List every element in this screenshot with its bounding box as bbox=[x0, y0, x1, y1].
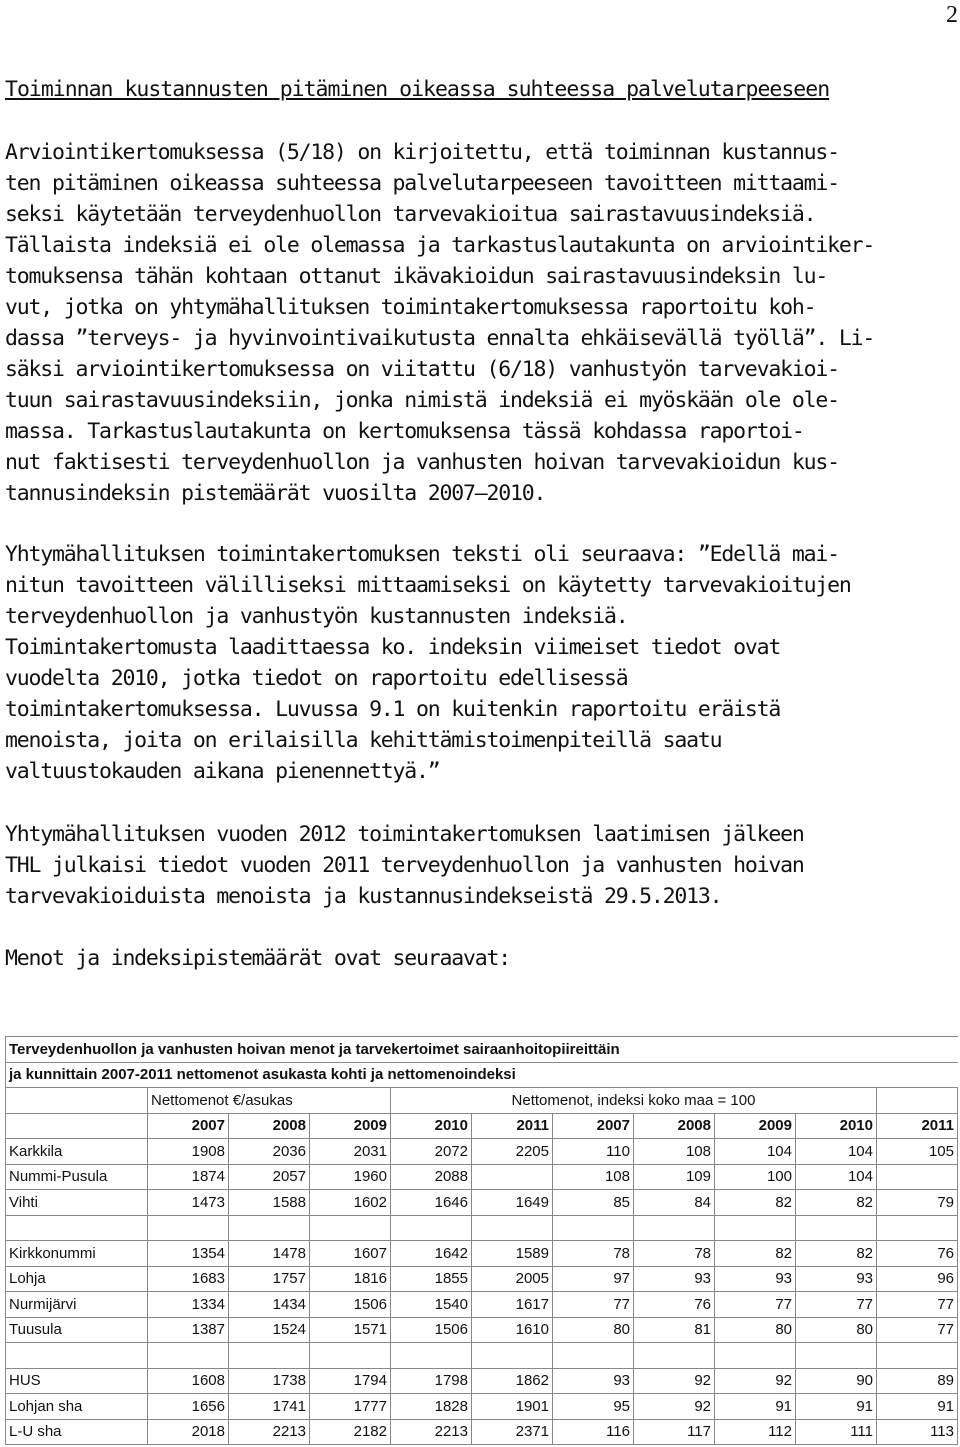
year-header: 2010 bbox=[796, 1113, 877, 1139]
text-line: menoista, joita on erilaisilla kehittämistoimenpiteillä saatu bbox=[5, 728, 722, 753]
table-cell: 92 bbox=[634, 1394, 715, 1420]
table-cell: 78 bbox=[553, 1241, 634, 1267]
table-cell bbox=[229, 1343, 310, 1369]
text-line: vut, jotka on yhtymähallituksen toimintakertomuksessa raportoitu koh- bbox=[5, 295, 816, 320]
table-cell bbox=[553, 1215, 634, 1241]
table-row bbox=[6, 1292, 958, 1318]
table-cell: 82 bbox=[715, 1190, 796, 1216]
table-cell: 1855 bbox=[391, 1266, 472, 1292]
table-row bbox=[6, 1343, 958, 1369]
table-cell: 1473 bbox=[148, 1190, 229, 1216]
table-cell bbox=[877, 1215, 958, 1241]
table-cell: 112 bbox=[715, 1419, 796, 1445]
table-cell: 117 bbox=[634, 1419, 715, 1445]
table-cell: 89 bbox=[877, 1368, 958, 1394]
table-cell: 79 bbox=[877, 1190, 958, 1216]
paragraph-3 bbox=[5, 819, 957, 912]
table-cell: 80 bbox=[796, 1317, 877, 1343]
table-cell: 1649 bbox=[472, 1190, 553, 1216]
text-line: Yhtymähallituksen toimintakertomuksen teksti oli seuraava: ”Edellä mai- bbox=[5, 542, 839, 567]
table-cell: 1683 bbox=[148, 1266, 229, 1292]
table-cell: 1478 bbox=[229, 1241, 310, 1267]
table-cell: 76 bbox=[634, 1292, 715, 1318]
table-cell: 77 bbox=[796, 1292, 877, 1318]
table-row bbox=[6, 1419, 958, 1445]
header-cell bbox=[6, 1088, 148, 1114]
text-line: dassa ”terveys- ja hyvinvointivaikutusta ennalta ehkäisevällä työllä”. Li- bbox=[5, 326, 875, 351]
text-line: terveydenhuollon ja vanhustyön kustannusten indeksiä. bbox=[5, 604, 628, 629]
table-cell bbox=[796, 1343, 877, 1369]
table-cell bbox=[472, 1215, 553, 1241]
table-cell: 1354 bbox=[148, 1241, 229, 1267]
table-cell bbox=[472, 1164, 553, 1190]
table-cell: 108 bbox=[634, 1139, 715, 1165]
table-cell: 1874 bbox=[148, 1164, 229, 1190]
year-header: 2008 bbox=[634, 1113, 715, 1139]
table-cell bbox=[715, 1343, 796, 1369]
row-label: Karkkila bbox=[6, 1139, 148, 1165]
table-cell: 1862 bbox=[472, 1368, 553, 1394]
table-cell: 2213 bbox=[229, 1419, 310, 1445]
cost-index-table bbox=[5, 1036, 958, 1445]
table-cell: 113 bbox=[877, 1419, 958, 1445]
table-cell: 84 bbox=[634, 1190, 715, 1216]
table-cell: 1828 bbox=[391, 1394, 472, 1420]
table-cell bbox=[877, 1164, 958, 1190]
table-cell bbox=[391, 1343, 472, 1369]
row-label: Tuusula bbox=[6, 1317, 148, 1343]
table-row bbox=[6, 1190, 958, 1216]
text-line: toimintakertomuksessa. Luvussa 9.1 on kuitenkin raportoitu eräistä bbox=[5, 697, 781, 722]
row-label: L-U sha bbox=[6, 1419, 148, 1445]
table-cell: 2031 bbox=[310, 1139, 391, 1165]
table-cell: 96 bbox=[877, 1266, 958, 1292]
text-line: massa. Tarkastuslautakunta on kertomuksensa tässä kohdassa raportoi- bbox=[5, 419, 804, 444]
table-cell bbox=[229, 1215, 310, 1241]
table-cell: 104 bbox=[796, 1164, 877, 1190]
table-cell: 2371 bbox=[472, 1419, 553, 1445]
table-title-line-1: Terveydenhuollon ja vanhusten hoivan menot ja tarvekertoimet sairaanhoitopiireittäin bbox=[6, 1037, 958, 1063]
table-cell bbox=[877, 1343, 958, 1369]
row-label: Nummi-Pusula bbox=[6, 1164, 148, 1190]
table-cell bbox=[472, 1343, 553, 1369]
text-line: säksi arviointikertomuksessa on viitattu (6/18) vanhustyön tarvevakioi- bbox=[5, 357, 839, 382]
text-line: valtuustokauden aikana pienennettyä.” bbox=[5, 759, 440, 784]
table-cell: 110 bbox=[553, 1139, 634, 1165]
table-cell: 1434 bbox=[229, 1292, 310, 1318]
row-label: Lohja bbox=[6, 1266, 148, 1292]
year-header: 2009 bbox=[310, 1113, 391, 1139]
group-header-euros: Nettomenot €/asukas bbox=[148, 1088, 391, 1114]
text-line: tarvevakioiduista menoista ja kustannusindekseistä 29.5.2013. bbox=[5, 884, 722, 909]
year-header: 2011 bbox=[472, 1113, 553, 1139]
text-line: vuodelta 2010, jotka tiedot on raportoitu edellisessä bbox=[5, 666, 628, 691]
paragraph-4: Menot ja indeksipistemäärät ovat seuraavat: bbox=[5, 946, 510, 971]
table-cell: 1589 bbox=[472, 1241, 553, 1267]
text-line: nut faktisesti terveydenhuollon ja vanhusten hoivan tarvevakioidun kus- bbox=[5, 450, 839, 475]
table-cell: 93 bbox=[634, 1266, 715, 1292]
table-cell: 1602 bbox=[310, 1190, 391, 1216]
table-cell bbox=[634, 1215, 715, 1241]
table-cell: 93 bbox=[553, 1368, 634, 1394]
table-cell: 77 bbox=[877, 1292, 958, 1318]
table-cell: 1506 bbox=[310, 1292, 391, 1318]
table-cell: 82 bbox=[796, 1241, 877, 1267]
row-label: Lohjan sha bbox=[6, 1394, 148, 1420]
page-number: 2 bbox=[946, 2, 958, 28]
text-line: Toimintakertomusta laadittaessa ko. indeksin viimeiset tiedot ovat bbox=[5, 635, 781, 660]
text-line: Yhtymähallituksen vuoden 2012 toimintakertomuksen laatimisen jälkeen bbox=[5, 822, 804, 847]
text-line: nitun tavoitteen välilliseksi mittaamiseksi on käytetty tarvevakioitujen bbox=[5, 573, 851, 598]
section-heading: Toiminnan kustannusten pitäminen oikeassa suhteessa palvelutarpeeseen bbox=[5, 77, 830, 102]
table-row bbox=[6, 1164, 958, 1190]
table-cell: 2036 bbox=[229, 1139, 310, 1165]
table-cell: 81 bbox=[634, 1317, 715, 1343]
table-cell: 109 bbox=[634, 1164, 715, 1190]
table-cell: 93 bbox=[796, 1266, 877, 1292]
table-cell: 1387 bbox=[148, 1317, 229, 1343]
year-header: 2008 bbox=[229, 1113, 310, 1139]
year-header: 2007 bbox=[148, 1113, 229, 1139]
table-cell: 2182 bbox=[310, 1419, 391, 1445]
table-cell: 77 bbox=[877, 1317, 958, 1343]
table-cell: 2088 bbox=[391, 1164, 472, 1190]
table-cell: 1571 bbox=[310, 1317, 391, 1343]
text-line: seksi käytetään terveydenhuollon tarvevakioitua sairastavuusindeksiä. bbox=[5, 202, 816, 227]
table-cell: 116 bbox=[553, 1419, 634, 1445]
table-cell: 1816 bbox=[310, 1266, 391, 1292]
table-cell: 77 bbox=[715, 1292, 796, 1318]
table-cell: 1738 bbox=[229, 1368, 310, 1394]
table-cell: 104 bbox=[715, 1139, 796, 1165]
text-line: Tällaista indeksiä ei ole olemassa ja tarkastuslautakunta on arviointiker- bbox=[5, 233, 875, 258]
table-cell bbox=[148, 1343, 229, 1369]
table-cell: 1607 bbox=[310, 1241, 391, 1267]
table-row bbox=[6, 1266, 958, 1292]
text-line: tannusindeksin pistemäärät vuosilta 2007–2010. bbox=[5, 481, 546, 506]
text-line: THL julkaisi tiedot vuoden 2011 terveydenhuollon ja vanhusten hoivan bbox=[5, 853, 804, 878]
table-cell bbox=[310, 1343, 391, 1369]
year-header: 2011 bbox=[877, 1113, 958, 1139]
table-cell: 1798 bbox=[391, 1368, 472, 1394]
table-row bbox=[6, 1215, 958, 1241]
table-cell: 2213 bbox=[391, 1419, 472, 1445]
row-label: Nurmijärvi bbox=[6, 1292, 148, 1318]
table-cell: 2057 bbox=[229, 1164, 310, 1190]
header-cell bbox=[877, 1088, 958, 1114]
table-cell bbox=[634, 1343, 715, 1369]
table-cell: 1540 bbox=[391, 1292, 472, 1318]
table-cell: 91 bbox=[877, 1394, 958, 1420]
table-cell bbox=[391, 1215, 472, 1241]
table-cell bbox=[310, 1215, 391, 1241]
table-cell bbox=[553, 1343, 634, 1369]
paragraph-2 bbox=[5, 539, 957, 787]
table-cell: 80 bbox=[553, 1317, 634, 1343]
table-cell: 1741 bbox=[229, 1394, 310, 1420]
table-cell: 1506 bbox=[391, 1317, 472, 1343]
table-cell: 1960 bbox=[310, 1164, 391, 1190]
table-cell: 100 bbox=[715, 1164, 796, 1190]
table-cell: 111 bbox=[796, 1419, 877, 1445]
table-cell: 1646 bbox=[391, 1190, 472, 1216]
table-cell bbox=[715, 1215, 796, 1241]
table-cell: 1642 bbox=[391, 1241, 472, 1267]
row-label bbox=[6, 1215, 148, 1241]
table-title-line-2: ja kunnittain 2007-2011 nettomenot asukasta kohti ja nettomenoindeksi bbox=[6, 1062, 958, 1088]
table-cell: 77 bbox=[553, 1292, 634, 1318]
year-header: 2009 bbox=[715, 1113, 796, 1139]
table-row bbox=[6, 1394, 958, 1420]
table-cell: 2205 bbox=[472, 1139, 553, 1165]
table-cell: 82 bbox=[715, 1241, 796, 1267]
table-cell: 91 bbox=[796, 1394, 877, 1420]
table-row bbox=[6, 1317, 958, 1343]
table-cell: 97 bbox=[553, 1266, 634, 1292]
table-cell: 80 bbox=[715, 1317, 796, 1343]
table-cell: 1656 bbox=[148, 1394, 229, 1420]
table-cell: 108 bbox=[553, 1164, 634, 1190]
table-cell: 95 bbox=[553, 1394, 634, 1420]
table-cell: 1777 bbox=[310, 1394, 391, 1420]
table-cell: 1757 bbox=[229, 1266, 310, 1292]
table-cell: 2005 bbox=[472, 1266, 553, 1292]
table-cell bbox=[148, 1215, 229, 1241]
table-cell: 78 bbox=[634, 1241, 715, 1267]
group-header-index: Nettomenot, indeksi koko maa = 100 bbox=[391, 1088, 877, 1114]
year-header: 2010 bbox=[391, 1113, 472, 1139]
table-cell: 1334 bbox=[148, 1292, 229, 1318]
table-row bbox=[6, 1139, 958, 1165]
row-label bbox=[6, 1343, 148, 1369]
table-cell: 1794 bbox=[310, 1368, 391, 1394]
table-row bbox=[6, 1368, 958, 1394]
text-line: tomuksensa tähän kohtaan ottanut ikävakioidun sairastavuusindeksin lu- bbox=[5, 264, 828, 289]
text-line: Arviointikertomuksessa (5/18) on kirjoitettu, että toiminnan kustannus- bbox=[5, 140, 839, 165]
table-cell: 1524 bbox=[229, 1317, 310, 1343]
table-cell: 82 bbox=[796, 1190, 877, 1216]
table-cell: 1901 bbox=[472, 1394, 553, 1420]
row-label: HUS bbox=[6, 1368, 148, 1394]
table-row bbox=[6, 1241, 958, 1267]
paragraph-1 bbox=[5, 137, 957, 509]
table-cell: 1617 bbox=[472, 1292, 553, 1318]
table-cell: 105 bbox=[877, 1139, 958, 1165]
table-cell: 2018 bbox=[148, 1419, 229, 1445]
table-cell: 1908 bbox=[148, 1139, 229, 1165]
table-cell: 90 bbox=[796, 1368, 877, 1394]
row-label: Kirkkonummi bbox=[6, 1241, 148, 1267]
table-cell: 93 bbox=[715, 1266, 796, 1292]
table-cell: 2072 bbox=[391, 1139, 472, 1165]
table-cell bbox=[796, 1215, 877, 1241]
table-cell: 92 bbox=[715, 1368, 796, 1394]
header-cell bbox=[6, 1113, 148, 1139]
year-header: 2007 bbox=[553, 1113, 634, 1139]
text-line: tuun sairastavuusindeksiin, jonka nimistä indeksiä ei myöskään ole ole- bbox=[5, 388, 839, 413]
table-cell: 85 bbox=[553, 1190, 634, 1216]
text-line: ten pitäminen oikeassa suhteessa palvelutarpeeseen tavoitteen mittaami- bbox=[5, 171, 839, 196]
row-label: Vihti bbox=[6, 1190, 148, 1216]
table-cell: 92 bbox=[634, 1368, 715, 1394]
table-cell: 1608 bbox=[148, 1368, 229, 1394]
table-cell: 91 bbox=[715, 1394, 796, 1420]
table-cell: 1610 bbox=[472, 1317, 553, 1343]
table-cell: 76 bbox=[877, 1241, 958, 1267]
table-cell: 104 bbox=[796, 1139, 877, 1165]
table-cell: 1588 bbox=[229, 1190, 310, 1216]
